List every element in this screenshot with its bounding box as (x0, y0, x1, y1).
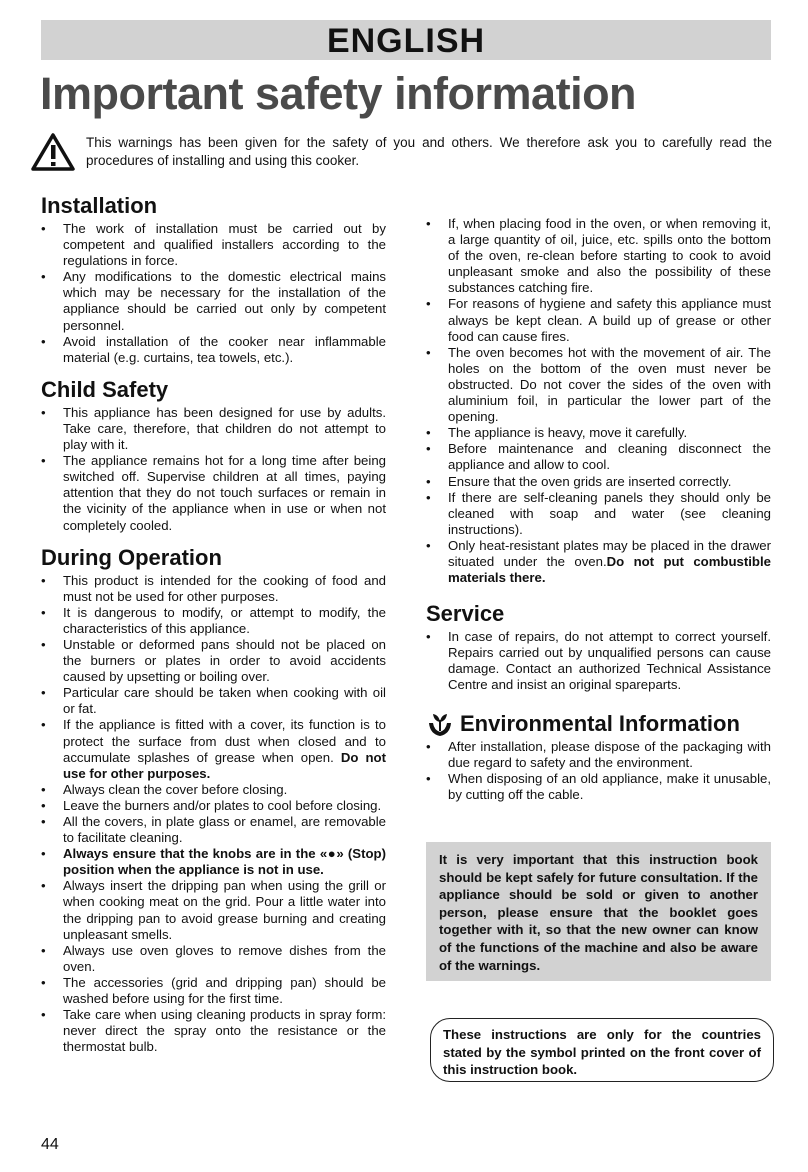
list-item: • If there are self-cleaning panels they should only be cleaned with soap and water (see cleaning instructions). (426, 490, 771, 538)
child-safety-list (41, 405, 386, 534)
list-item: • The appliance is heavy, move it carefully. (426, 425, 771, 441)
list-item: • When disposing of an old appliance, make it unusable, by cutting off the cable. (426, 771, 771, 803)
page-title: Important safety information (40, 68, 637, 119)
during-operation-list (41, 573, 386, 1056)
list-item: • Before maintenance and cleaning disconnect the appliance and allow to cool. (426, 441, 771, 473)
list-item (41, 717, 386, 781)
intro-text: This warnings has been given for the safety of you and others. We therefore ask you to carefully read the procedures of installing and using this cooker. (86, 135, 772, 168)
list-item: • This appliance has been designed for use by adults. Take care, therefore, that children do not attempt to play with it. (41, 405, 386, 453)
drawer-text: Only heat-resistant plates may be placed in the drawer situated under the oven. (448, 537, 771, 569)
notice-text: It is very important that this instruction book should be kept safely for future consultation. If the appliance should be sold or given to another person, please ensure that the booklet goes together with it, so that the new owner can know of the functions of the machine and also be aware of the warnings. (439, 852, 758, 973)
list-item: • After installation, please dispose of the packaging with due regard to safety and the environment. (426, 739, 771, 771)
service-section (426, 600, 771, 693)
child-safety-heading: Child Safety (41, 376, 169, 402)
during-operation-section (41, 544, 386, 1056)
installation-heading: Installation (41, 193, 158, 218)
language-banner (41, 20, 771, 60)
list-item: • The work of installation must be carried out by competent and qualified installers according to the regulations in force. (41, 221, 386, 269)
left-column (41, 192, 386, 1065)
list-item: • Unstable or deformed pans should not be placed on the burners or plates in order to avoid accidents caused by upsetting or boiling over. (41, 637, 386, 685)
list-item: • Always clean the cover before closing. (41, 782, 386, 798)
environment-list (426, 739, 771, 803)
oven-care-list (426, 216, 771, 586)
service-list (426, 629, 771, 693)
recycling-hands-plant-icon (426, 710, 454, 738)
list-item: • The oven becomes hot with the movement of air. The holes on the bottom of the oven must never be obstructed. Do not cover the sides of the oven with aluminium foil, in particular the lower part of the opening. (426, 345, 771, 425)
list-item: • Ensure that the oven grids are inserted correctly. (426, 474, 771, 490)
countries-text: These instructions are only for the countries stated by the symbol printed on the front cover of this instruction book. (443, 1027, 761, 1078)
knobs-warning-text: Always ensure that the knobs are in the «●» (Stop) position when the appliance is not in use. (63, 846, 386, 878)
during-operation-heading: During Operation (41, 544, 222, 570)
service-heading: Service (426, 601, 505, 627)
installation-list (41, 221, 386, 366)
list-item (426, 538, 771, 586)
cover-warning-text: Do not use for other purposes. (63, 749, 387, 781)
list-item: • The accessories (grid and dripping pan) should be washed before using for the first time. (41, 975, 386, 1007)
list-item (41, 846, 386, 878)
list-item: • This product is intended for the cooking of food and must not be used for other purposes. (41, 573, 386, 605)
page-number: 44 (41, 1136, 59, 1153)
keep-booklet-notice (426, 842, 771, 981)
environment-heading-row (426, 710, 771, 738)
warning-triangle-icon (30, 132, 76, 172)
installation-section (41, 192, 386, 366)
list-item: • Avoid installation of the cooker near inflammable material (e.g. curtains, tea towels, etc.). (41, 334, 386, 366)
list-item: • Particular care should be taken when cooking with oil or fat. (41, 685, 386, 717)
list-item: • Take care when using cleaning products in spray form: never direct the spray onto the resistance or the thermostat bulb. (41, 1007, 386, 1055)
cover-function-text: If the appliance is fitted with a cover, its function is to protect the surface from dust when closed and to accumulate splashes of grease when open. (63, 717, 386, 765)
right-column (426, 216, 771, 813)
list-item: • Any modifications to the domestic electrical mains which may be necessary for the installation of the appliance should be carried out only by competent personnel. (41, 269, 386, 333)
list-item: • All the covers, in plate glass or enamel, are removable to facilitate cleaning. (41, 814, 386, 846)
language-label: ENGLISH (326, 22, 486, 60)
countries-notice (430, 1018, 774, 1082)
list-item: • Always insert the dripping pan when using the grill or when cooking meat on the grid. Pour a little water into the dripping pan to avoid grease burning and creating unpleasant smells. (41, 878, 386, 942)
list-item: • In case of repairs, do not attempt to correct yourself. Repairs carried out by unqualified persons can cause damage. Contact an authorized Technical Assistance Centre and insist an original spareparts. (426, 629, 771, 693)
list-item: • For reasons of hygiene and safety this appliance must always be kept clean. A build up of grease or other food can cause fires. (426, 296, 771, 344)
list-item: • If, when placing food in the oven, or when removing it, a large quantity of oil, juice, etc. spills onto the bottom of the oven, re-clean before starting to cook to avoid unpleasant smoke and also the possibility of these substances catching fire. (426, 216, 771, 296)
list-item: • Always use oven gloves to remove dishes from the oven. (41, 943, 386, 975)
list-item: • Leave the burners and/or plates to cool before closing. (41, 798, 386, 814)
list-item: • The appliance remains hot for a long time after being switched off. Supervise children at all times, paying attention that they do not touch surfaces or remain in the vicinity of the appliance when in use or when not completely cooled. (41, 453, 386, 533)
drawer-warning-text: Do not put combustible materials there. (448, 553, 771, 586)
environment-section (426, 710, 771, 803)
environment-heading: Environmental Information (460, 710, 740, 736)
child-safety-section (41, 376, 386, 534)
list-item: • It is dangerous to modify, or attempt to modify, the characteristics of this appliance. (41, 605, 386, 637)
